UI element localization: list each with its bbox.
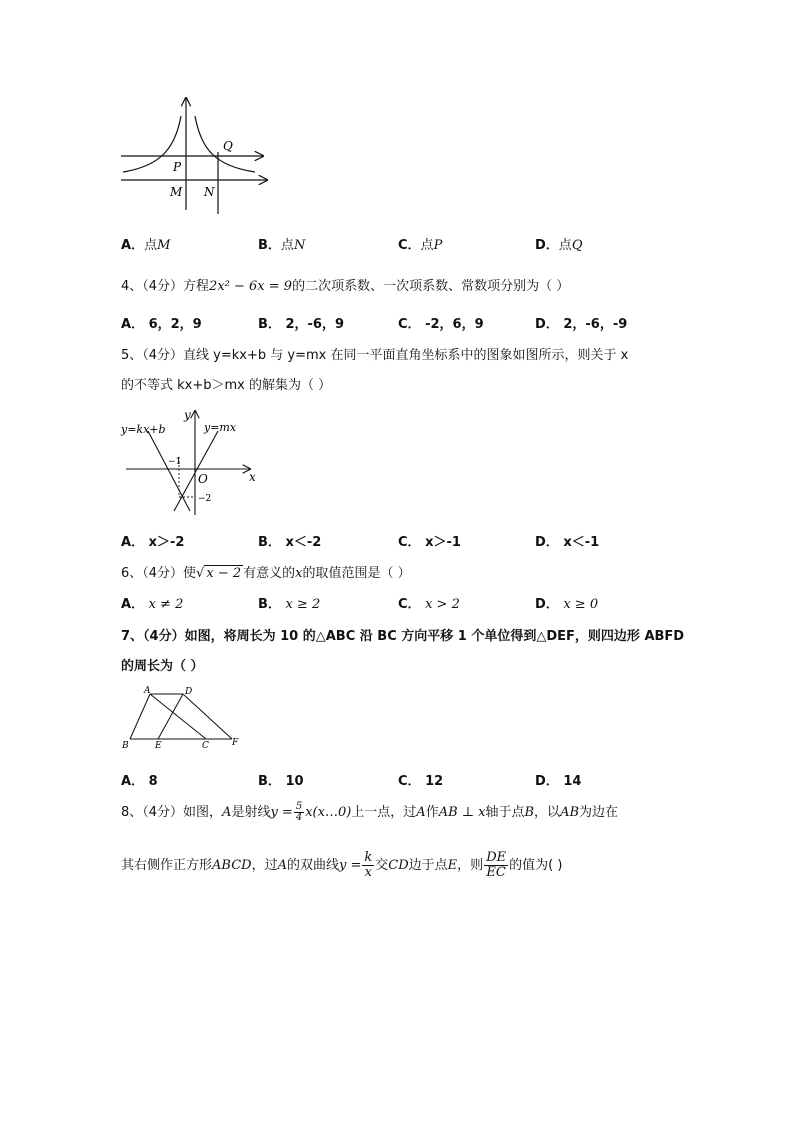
q6-option-d[interactable]: D． x ≥ 0: [535, 597, 599, 612]
q5-option-c[interactable]: C． x＞-1: [398, 535, 461, 550]
q4-option-a[interactable]: A． 6，2，9: [121, 317, 202, 332]
q8-slope-fraction: $\frac{5}{4}$: [295, 801, 303, 823]
q3-label-m: M: [170, 185, 183, 199]
q5-tick-y: −2: [198, 494, 212, 504]
q7-label-a: A: [144, 686, 151, 696]
q7-option-c[interactable]: C． 12: [398, 774, 444, 789]
q5-label-line2: y=mx: [204, 421, 237, 434]
q6-sqrt: √ x − 2: [196, 566, 242, 581]
q8-stem-line2: 其右侧作正方形ABCD，过A的双曲线y = $\frac{k}{x}$ 交CD边于点E，则 $\frac{DE}{EC}$ 的值为( ): [121, 850, 563, 880]
q5-label-origin: O: [198, 472, 208, 486]
q5-label-x: x: [249, 470, 256, 484]
q4-option-c[interactable]: C． -2，6，9: [398, 317, 484, 332]
q5-line-mx: [174, 431, 218, 511]
q4-option-d[interactable]: D． 2，-6，-9: [535, 317, 628, 332]
q7-label-e: E: [155, 741, 162, 750]
q7-side-ac: [150, 694, 206, 739]
q5-figure: [118, 405, 268, 520]
q7-stem-line1: 7、（4分）如图，将周长为 10 的△ABC 沿 BC 方向平移 1 个单位得到△DEF，则四边形 ABFD: [121, 629, 685, 644]
q3-figure: [115, 94, 275, 214]
q4-stem: 4、（4分）方程2x² − 6x = 9的二次项系数、一次项系数、常数项分别为（ ）: [121, 279, 570, 294]
q6-stem: 6、（4分）使√ x − 2 有意义的x的取值范围是（ ）: [121, 566, 411, 581]
q8-hyperbola-fraction: $\frac{k}{x}$: [364, 850, 373, 880]
q5-stem-line2: 的不等式 kx+b＞mx 的解集为（ ）: [121, 378, 332, 393]
q3-label-p: P: [173, 160, 182, 174]
q7-stem-line2: 的周长为（ ）: [121, 659, 204, 674]
q5-label-y: y: [184, 408, 191, 422]
q7-option-a[interactable]: A． 8: [121, 774, 158, 789]
q7-side-df: [183, 694, 232, 739]
q7-option-b[interactable]: B． 10: [258, 774, 304, 789]
q7-figure: [118, 685, 248, 750]
q7-label-d: D: [185, 687, 193, 697]
q7-side-ab: [130, 694, 150, 739]
q7-label-c: C: [202, 741, 209, 750]
q3-option-c[interactable]: C．点P: [398, 238, 443, 253]
q6-option-c[interactable]: C． x > 2: [398, 597, 460, 612]
q3-label-q: Q: [223, 139, 233, 153]
q7-side-de: [158, 694, 183, 739]
q5-option-a[interactable]: A． x＞-2: [121, 535, 185, 550]
q5-stem-line1: 5、（4分）直线 y=kx+b 与 y=mx 在同一平面直角坐标系中的图象如图所示，则关于 x: [121, 348, 629, 363]
q6-option-a[interactable]: A． x ≠ 2: [121, 597, 184, 612]
q5-line-kx-b: [148, 431, 190, 511]
q7-label-b: B: [122, 741, 129, 750]
q3-option-a[interactable]: A．点M: [121, 238, 171, 253]
q8-stem-line1: 8、（4分）如图，A是射线y = $\frac{5}{4}$ x(x…0)上一点，过A作AB ⊥ x轴于点B，以AB为边在: [121, 801, 619, 823]
q3-label-n: N: [204, 185, 215, 199]
q5-tick-x: −1: [168, 457, 182, 467]
q8-ratio-fraction: $\frac{DE}{EC}$: [486, 850, 507, 880]
q5-option-d[interactable]: D． x＜-1: [535, 535, 600, 550]
q7-label-f: F: [232, 738, 239, 748]
q6-option-b[interactable]: B． x ≥ 2: [258, 597, 321, 612]
q5-option-b[interactable]: B． x＜-2: [258, 535, 322, 550]
q4-option-b[interactable]: B． 2，-6，9: [258, 317, 344, 332]
q3-option-d[interactable]: D．点Q: [535, 238, 583, 253]
q7-option-d[interactable]: D． 14: [535, 774, 582, 789]
q3-option-b[interactable]: B．点N: [258, 238, 306, 253]
q5-label-line1: y=kx+b: [121, 423, 166, 436]
